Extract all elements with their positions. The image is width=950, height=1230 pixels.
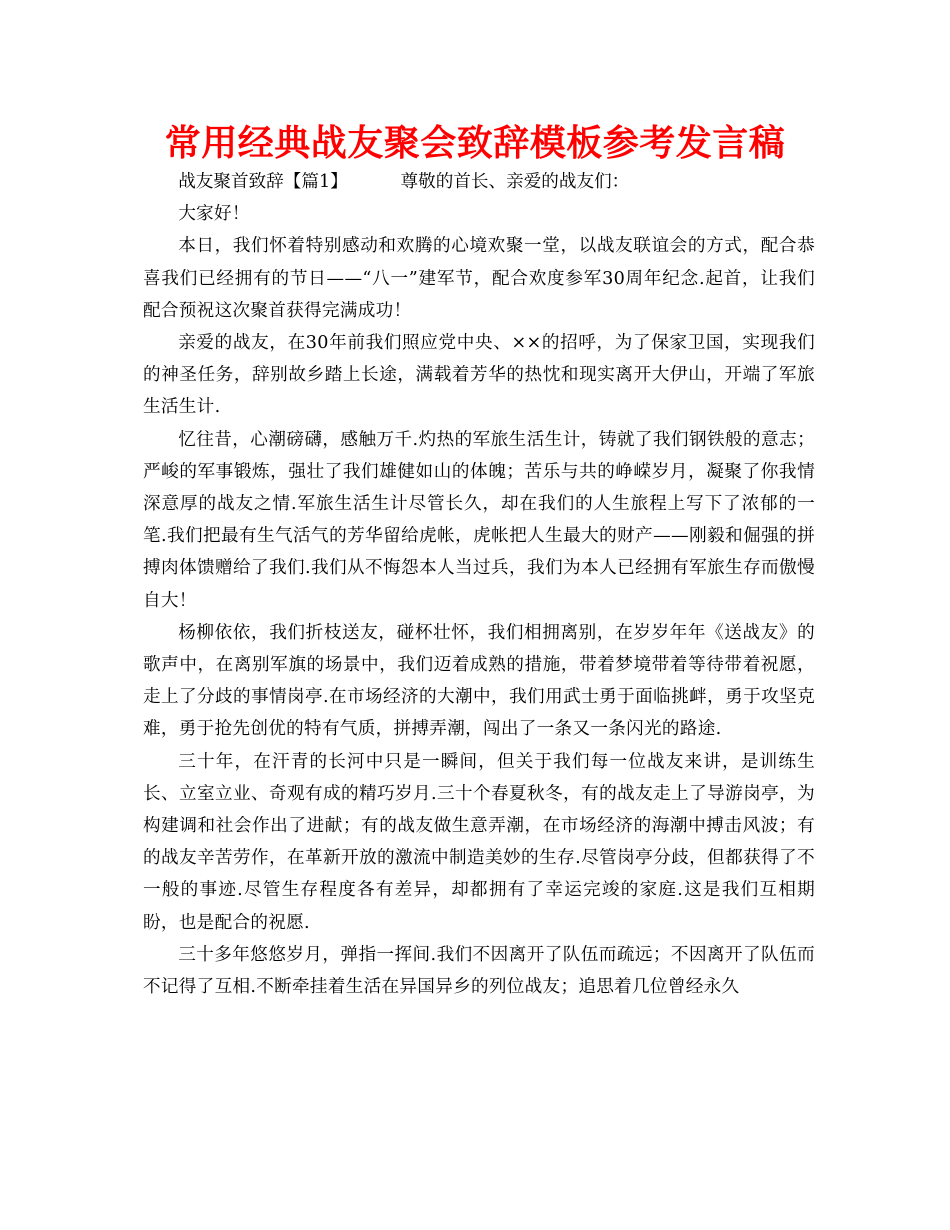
paragraph: 三十多年悠悠岁月，弹指一挥间.我们不因离开了队伍而疏远；不因离开了队伍而不记得了互相.不断牵挂着生活在异国异乡的列位战友；追思着几位曾经永久 (143, 944, 815, 998)
document-body (143, 166, 815, 1003)
document-title: 常用经典战友聚会致辞模板参考发言稿 (164, 123, 786, 164)
paragraph: 大家好！ (178, 204, 250, 225)
paragraph: 忆往昔，心潮磅礴，感触万千.灼热的军旅生活生计，铸就了我们钢铁般的意志；严峻的军事锻炼，强壮了我们雄健如山的体魄；苦乐与共的峥嵘岁月，凝聚了你我情深意厚的战友之情.军旅生活生计尽管长久，却在我们的人生旅程上写下了浓郁的一笔.我们把最有生气活气的芳华留给虎帐，虎帐把人生最大的财产——刚毅和倔强的拼搏肉体馈赠给了我们.我们从不悔怨本人当过兵，我们为本人已经拥有军旅生存而傲慢自大！ (143, 429, 815, 611)
paragraph: 本日，我们怀着特别感动和欢腾的心境欢聚一堂，以战友联谊会的方式，配合恭喜我们已经拥有的节日——“八一”建军节，配合欢度参军30周年纪念.起首，让我们配合预祝这次聚首获得完满成功！ (143, 236, 815, 321)
heading-line (143, 166, 815, 198)
paragraph: 亲爱的战友，在30年前我们照应党中央、××的招呼，为了保家卫国，实现我们的神圣任务，辞别故乡踏上长途，满载着芳华的热忱和现实离开大伊山，开端了军旅生活生计. (143, 333, 815, 418)
salutation: 尊敬的首长、亲爱的战友们： (400, 172, 630, 192)
paragraph: 杨柳依依，我们折枝送友，碰杯壮怀，我们相拥离别，在岁岁年年《送战友》的歌声中，在离别军旗的场景中，我们迈着成熟的措施，带着梦境带着等待带着祝愿，走上了分歧的事情岗亭.在市场经济的大潮中，我们用武士勇于面临挑衅，勇于攻坚克难，勇于抢先创优的特有气质，拼搏弄潮，闯出了一条又一条闪光的路途. (143, 622, 815, 740)
paragraph: 三十年，在汗青的长河中只是一瞬间，但关于我们每一位战友来讲，是训练生长、立室立业、奇观有成的精巧岁月.三十个春夏秋冬，有的战友走上了导游岗亭，为构建调和社会作出了进献；有的战友做生意弄潮，在市场经济的海潮中搏击风波；有的战友辛苦劳作，在革新开放的激流中制造美妙的生存.尽管岗亭分歧，但都获得了不一般的事迹.尽管生存程度各有差异，却都拥有了幸运完竣的家庭.这是我们互相期盼，也是配合的祝愿. (143, 751, 815, 933)
heading-label: 战友聚首致辞【篇1】 (178, 172, 348, 192)
